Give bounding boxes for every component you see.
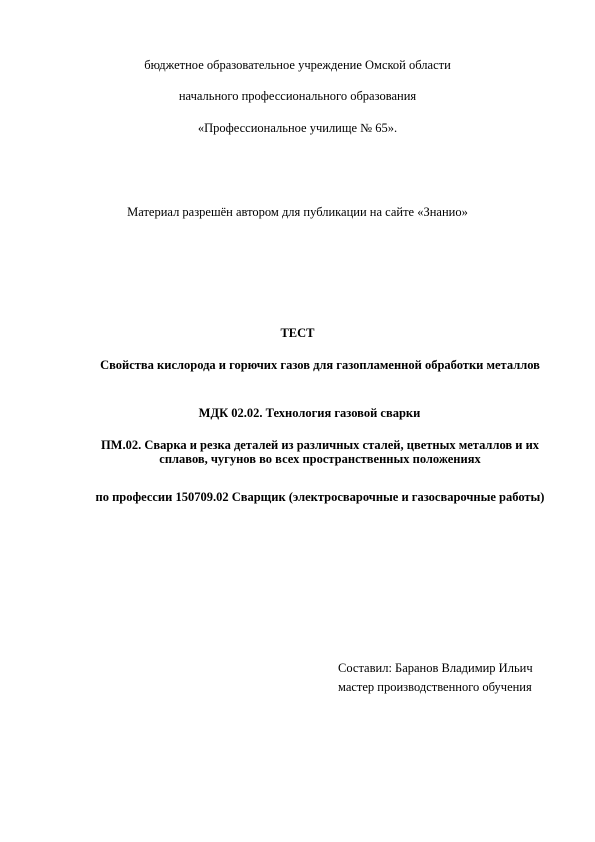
test-topic: Свойства кислорода и горючих газов для газопламенной обработки металлов — [100, 358, 540, 372]
publication-notice: Материал разрешён автором для публикации на сайте «Знанио» — [127, 205, 468, 219]
author-position: мастер производственного обучения — [338, 680, 532, 694]
profession-line: по профессии 150709.02 Сварщик (электросварочные и газосварочные работы) — [95, 490, 545, 504]
institution-line-2: начального профессионального образования — [178, 89, 417, 103]
institution-line-3: «Профессиональное училище № 65». — [197, 121, 398, 135]
course-module: МДК 02.02. Технология газовой сварки — [198, 406, 421, 420]
document-heading: ТЕСТ — [280, 326, 315, 340]
compiled-by: Составил: Баранов Владимир Ильич — [338, 661, 533, 675]
institution-line-1: бюджетное образовательное учреждение Омской области — [144, 58, 451, 72]
professional-module: ПМ.02. Сварка и резка деталей из различных сталей, цветных металлов и их сплавов, чугунов во всех пространственных положениях — [100, 438, 540, 466]
